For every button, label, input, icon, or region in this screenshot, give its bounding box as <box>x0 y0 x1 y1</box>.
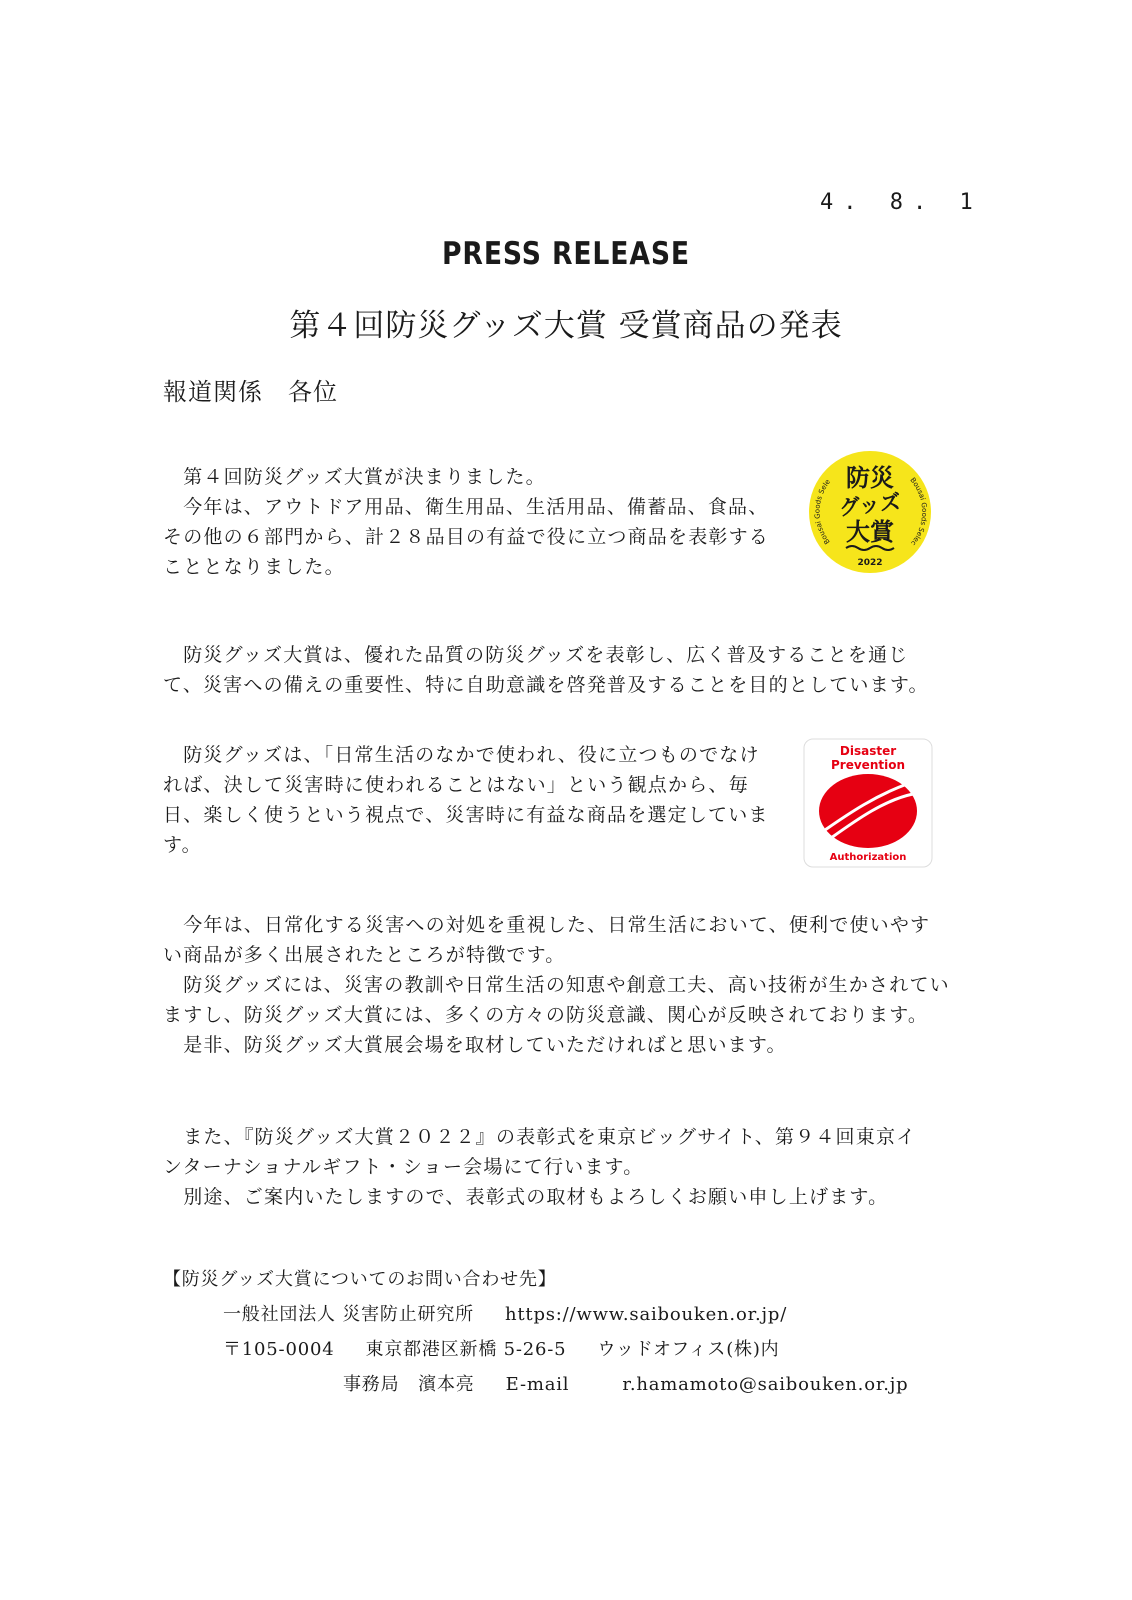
contact-postal: 〒105-0004 <box>223 1339 335 1360</box>
text-line: こととなりました。 <box>163 556 345 578</box>
paragraph-concept <box>163 740 803 860</box>
auth-text-line2: Prevention <box>831 758 905 772</box>
text-line: ますし、防災グッズ大賞には、多くの方々の防災意識、関心が反映されております。 <box>163 1004 929 1026</box>
text-line: れば、決して災害時に使われることはない」という観点から、毎 <box>163 774 749 796</box>
contact-office: 事務局 濱本亮 <box>343 1374 475 1395</box>
contact-org-line <box>163 1297 909 1332</box>
text-line: 防災グッズには、災害の教訓や日常生活の知恵や創意工夫、高い技術が生かされてい <box>163 974 950 996</box>
text-line: また、『防災グッズ大賞２０２２』の表彰式を東京ビッグサイト、第９４回東京イ <box>163 1126 917 1148</box>
paragraph-ceremony <box>163 1122 963 1212</box>
paragraph-purpose <box>163 640 963 700</box>
press-release-heading: PRESS RELEASE <box>442 236 690 272</box>
paragraph-announcement <box>163 462 803 582</box>
contact-email-link[interactable]: r.hamamoto@saibouken.or.jp <box>622 1374 909 1395</box>
badge-text-line3: 大賞 <box>846 518 894 546</box>
text-line: 日、楽しく使うという視点で、災害時に有益な商品を選定していま <box>163 804 769 826</box>
contact-section <box>163 1262 909 1402</box>
contact-address-line <box>163 1332 909 1367</box>
auth-text-line1: Disaster <box>839 744 897 758</box>
document-title: 第４回防災グッズ大賞 受賞商品の発表 <box>289 308 843 344</box>
badge-ring-text-right: Bousai Goods Selec <box>908 476 929 548</box>
award-logo-badge <box>808 450 932 574</box>
text-line: て、災害への備えの重要性、特に自助意識を啓発普及することを目的としています。 <box>163 674 929 696</box>
paragraph-features <box>163 910 963 1060</box>
text-line: ンターナショナルギフト・ショー会場にて行います。 <box>163 1156 644 1178</box>
text-line: い商品が多く出展されたところが特徴です。 <box>163 944 566 966</box>
addressee: 報道関係 各位 <box>163 378 338 406</box>
badge-year: 2022 <box>857 558 883 568</box>
release-date: 4. 8. 1 <box>820 190 983 215</box>
text-line: 防災グッズ大賞は、優れた品質の防災グッズを表彰し、広く普及することを通じ <box>163 644 909 666</box>
contact-email-label: E-mail <box>505 1374 570 1395</box>
contact-org: 一般社団法人 災害防止研究所 <box>223 1304 474 1325</box>
text-line: 別途、ご案内いたしますので、表彰式の取材もよろしくお願い申し上げます。 <box>163 1186 889 1208</box>
badge-text-line2: グッズ <box>837 489 902 521</box>
contact-building: ウッドオフィス(株)内 <box>597 1339 780 1360</box>
text-line: 防災グッズは、「日常生活のなかで使われ、役に立つものでなけ <box>163 744 760 766</box>
text-line: その他の６部門から、計２８品目の有益で役に立つ商品を表彰する <box>163 526 770 548</box>
text-line: 第４回防災グッズ大賞が決まりました。 <box>163 466 546 488</box>
authorization-logo-badge <box>803 738 933 868</box>
auth-text-bottom: Authorization <box>829 852 907 863</box>
text-line: 今年は、日常化する災害への対処を重視した、日常生活において、便利で使いやす <box>163 914 931 936</box>
contact-url-link[interactable]: https://www.saibouken.or.jp/ <box>504 1304 788 1325</box>
badge-text-line1: 防災 <box>846 464 894 492</box>
contact-heading: 【防災グッズ大賞についてのお問い合わせ先】 <box>163 1269 557 1290</box>
text-line: 是非、防災グッズ大賞展会場を取材していただければと思います。 <box>163 1034 787 1056</box>
text-line: 今年は、アウトドア用品、衛生用品、生活用品、備蓄品、食品、 <box>163 496 769 518</box>
contact-office-line <box>163 1367 909 1402</box>
badge-ring-text-left: Bousai Goods Sele <box>813 477 832 546</box>
contact-address: 東京都港区新橋 5-26-5 <box>365 1339 567 1360</box>
text-line: す。 <box>163 834 202 856</box>
